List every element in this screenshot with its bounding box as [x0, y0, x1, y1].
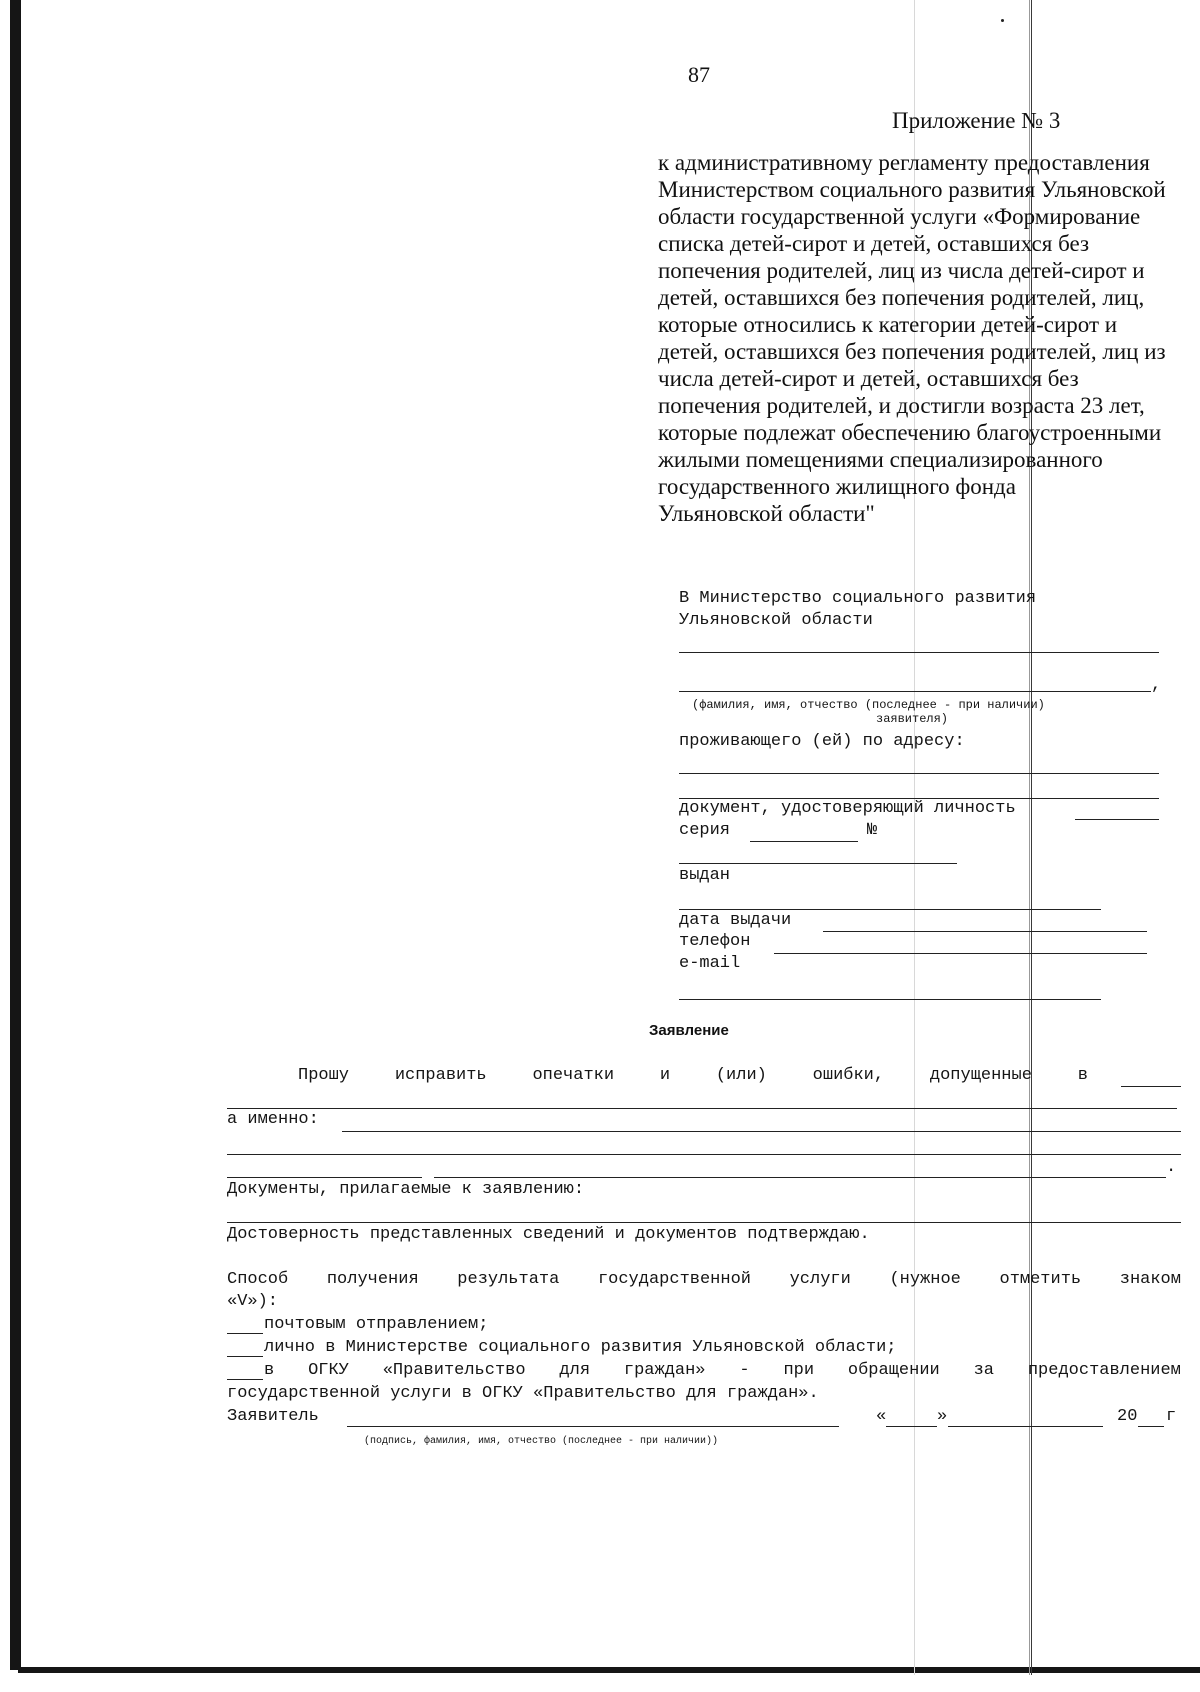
regulation-note-line: области государственной услуги «Формирование [658, 204, 1141, 229]
request-word: Прошу [298, 1066, 350, 1085]
signature-field[interactable] [347, 1426, 839, 1427]
applicant-label: Заявитель [227, 1407, 319, 1426]
date-quote-close: » [937, 1407, 948, 1426]
attachments-field[interactable] [227, 1222, 1181, 1223]
signature-caption: (подпись, фамилия, имя, отчество (последнее - при наличии)) [364, 1436, 719, 1447]
regulation-note-line: которые относились к категории детей-сирот и [658, 312, 1118, 337]
request-word: допущенные [929, 1066, 1032, 1085]
date-quote-open: « [876, 1407, 887, 1426]
method-word: результата [457, 1270, 560, 1289]
option-ogku-checkbox[interactable] [227, 1379, 263, 1380]
date-month-field[interactable] [948, 1426, 1103, 1427]
option-ogku-word: ОГКУ [308, 1361, 349, 1380]
residing-label: проживающего (ей) по адресу: [679, 732, 965, 751]
id-document-field[interactable] [1075, 819, 1159, 820]
request-word: ошибки, [812, 1066, 885, 1085]
method-word: (нужное [889, 1270, 961, 1289]
method-word: государственной [597, 1270, 751, 1289]
issued-label: выдан [679, 866, 731, 885]
number-label: № [867, 821, 878, 840]
addressee-line-1: В Министерство социального развития [679, 589, 1037, 608]
namely-end-period: . [1166, 1158, 1177, 1177]
regulation-note-line: списка детей-сирот и детей, оставшихся без [658, 231, 1090, 256]
regulation-note-line: детей, оставшихся без попечения родителей, лиц, [658, 285, 1145, 310]
option-ogku-word: в [264, 1361, 275, 1380]
regulation-note-line: государственного жилищного фонда [658, 474, 1016, 499]
addressee-blank-line[interactable] [679, 652, 1159, 653]
issue-date-label: дата выдачи [679, 911, 792, 930]
request-word: и [659, 1066, 671, 1085]
method-word: услуги [789, 1270, 851, 1289]
option-ogku-line-2: государственной услуги в ОГКУ «Правительство для граждан». [227, 1384, 819, 1403]
option-ogku-word: для [559, 1361, 591, 1380]
year-field[interactable] [1138, 1426, 1164, 1427]
document-name-field[interactable] [1121, 1086, 1181, 1087]
year-prefix: 20 [1117, 1407, 1138, 1426]
issue-date-field[interactable] [823, 931, 1147, 932]
issued-field[interactable] [679, 909, 1101, 910]
method-line [227, 1270, 1181, 1289]
name-comma: , [1151, 676, 1162, 695]
namely-field-line-1[interactable] [342, 1131, 1181, 1132]
appendix-title: Приложение № 3 [892, 108, 1061, 133]
scan-edge-left [10, 0, 21, 1670]
request-word: опечатки [532, 1066, 615, 1085]
method-word: получения [326, 1270, 419, 1289]
regulation-note-line: попечения родителей, и достигли возраста 23 лет, [658, 393, 1145, 418]
option-ogku-word: «Правительство [382, 1361, 526, 1380]
regulation-note-line: числа детей-сирот и детей, оставшихся без [658, 366, 1079, 391]
namely-field-line-2[interactable] [227, 1154, 1181, 1155]
phone-label: телефон [679, 932, 751, 951]
option-ogku-word: при [783, 1361, 815, 1380]
applicant-name-field[interactable] [679, 691, 1151, 692]
regulation-note-line: к административному регламенту предоставления [658, 150, 1150, 175]
address-field-line-1[interactable] [679, 773, 1159, 774]
method-word: отметить [999, 1270, 1082, 1289]
request-word: исправить [394, 1066, 487, 1085]
regulation-note-line: жилыми помещениями специализированного [658, 447, 1103, 472]
regulation-note-line: попечения родителей, лиц из числа детей-сирот и [658, 258, 1145, 283]
option-ogku-word: граждан» [623, 1361, 706, 1380]
option-ogku-word: предоставлением [1027, 1361, 1181, 1380]
statement-heading: Заявление [649, 1022, 729, 1039]
method-word: знаком [1119, 1270, 1181, 1289]
name-caption-line-1: (фамилия, имя, отчество (последнее - при наличии) [692, 698, 1045, 712]
scan-speck [1001, 19, 1004, 22]
email-label: e-mail [679, 954, 741, 973]
option-ogku-word: - [739, 1361, 750, 1380]
method-word: Способ [227, 1270, 289, 1289]
option-in-person-label: лично в Министерстве социального развития Ульяновской области; [264, 1338, 897, 1357]
namely-field-line-3b[interactable] [434, 1177, 1166, 1178]
regulation-note-line: Ульяновской области" [658, 501, 875, 526]
option-ogku-line [264, 1361, 1181, 1380]
date-day-field[interactable] [886, 1426, 937, 1427]
year-suffix: г [1166, 1407, 1177, 1426]
option-ogku-word: за [973, 1361, 994, 1380]
attachments-label: Документы, прилагаемые к заявлению: [227, 1180, 585, 1199]
request-field-line[interactable] [227, 1108, 1177, 1109]
namely-label: а именно: [227, 1110, 319, 1129]
page-number: 87 [688, 62, 710, 87]
addressee-line-2: Ульяновской области [679, 611, 873, 630]
request-word: (или) [715, 1066, 767, 1085]
option-post-checkbox[interactable] [227, 1333, 263, 1334]
option-ogku-word: обращении [847, 1361, 940, 1380]
series-label: серия [679, 821, 731, 840]
confirmation-text: Достоверность представленных сведений и документов подтверждаю. [227, 1225, 870, 1244]
regulation-note-line: детей, оставшихся без попечения родителей, лиц из [658, 339, 1166, 364]
number-field[interactable] [679, 863, 957, 864]
phone-field[interactable] [774, 953, 1147, 954]
option-in-person-checkbox[interactable] [227, 1356, 263, 1357]
namely-field-line-3a[interactable] [227, 1177, 422, 1178]
id-document-label: документ, удостоверяющий личность [679, 799, 1016, 818]
email-field[interactable] [679, 999, 1101, 1000]
regulation-note [658, 149, 1198, 527]
regulation-note-line: Министерством социального развития Ульяновской [658, 177, 1166, 202]
method-line-2: «V»): [227, 1292, 279, 1311]
request-word: в [1077, 1066, 1088, 1085]
scan-edge-bottom [18, 1667, 1200, 1673]
regulation-note-line: которые подлежат обеспечению благоустроенными [658, 420, 1162, 445]
series-field[interactable] [750, 841, 858, 842]
name-caption-line-2: заявителя) [876, 712, 949, 726]
request-line [298, 1066, 1088, 1085]
option-post-label: почтовым отправлением; [264, 1315, 489, 1334]
